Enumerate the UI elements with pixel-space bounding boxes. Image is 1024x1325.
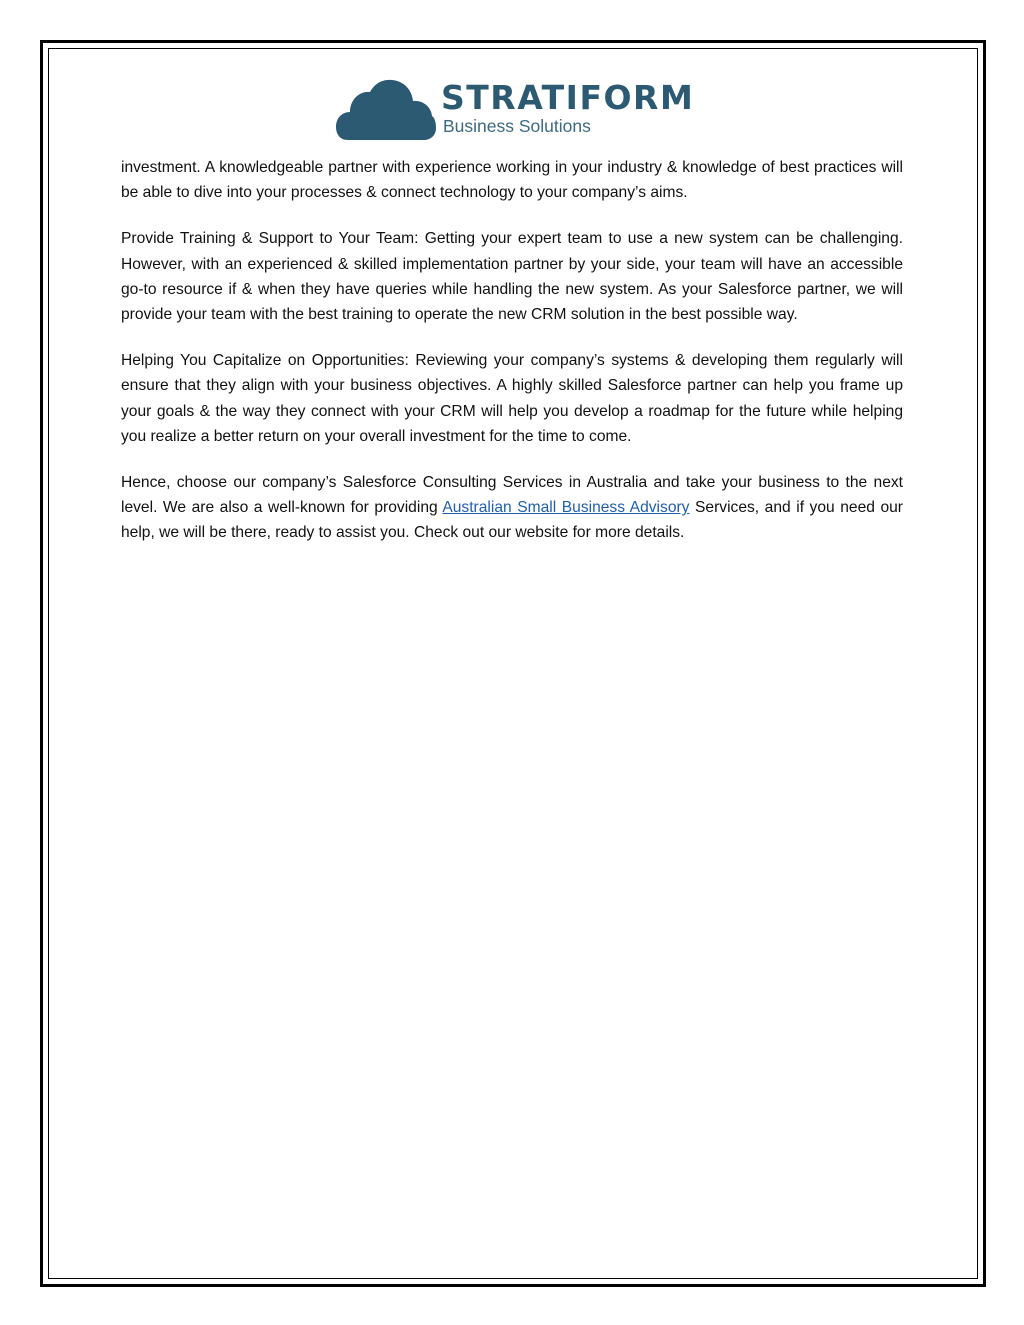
paragraph-capitalize-opportunities: Helping You Capitalize on Opportunities: Reviewing your company’s systems & developing them regularly will ensure that they align with your business objectives. A highly skilled Salesforce partner can help you frame up your goals & the way they connect with your CRM will help you develop a roadmap for the future while helping you realize a better return on your overall investment for the time to come. <box>121 352 903 445</box>
paragraph-training-support: Provide Training & Support to Your Team: Getting your expert team to use a new system can be challenging. However, with an experienced & skilled implementation partner by your side, your team will have an accessible go-to resource if & when they have queries while handling the new system. As your Salesforce partner, we will provide your team with the best training to operate the new CRM solution in the best possible way. <box>121 230 903 324</box>
company-logo <box>336 78 696 144</box>
paragraph-investment: investment. A knowledgeable partner with experience working in your industry & knowledge of best practices will be able to dive into your processes & connect technology to your company’s aims. <box>121 159 903 202</box>
conclusion-text-after-link: Services, and if you need our help, we will be there, ready to assist you. Check out our website for more details. <box>121 499 903 542</box>
paragraph-conclusion <box>121 470 903 546</box>
conclusion-text-before-link: Hence, choose our company’s Salesforce Consulting Services in Australia and take your business to the next level. We are also a well-known for providing <box>121 474 903 517</box>
logo-tagline: Business Solutions <box>443 116 591 136</box>
logo-wordmark: STRATIFORM <box>441 78 695 117</box>
cloud-icon <box>336 78 436 142</box>
advisory-services-link[interactable]: Australian Small Business Advisory <box>442 499 690 517</box>
document-body <box>121 155 903 567</box>
